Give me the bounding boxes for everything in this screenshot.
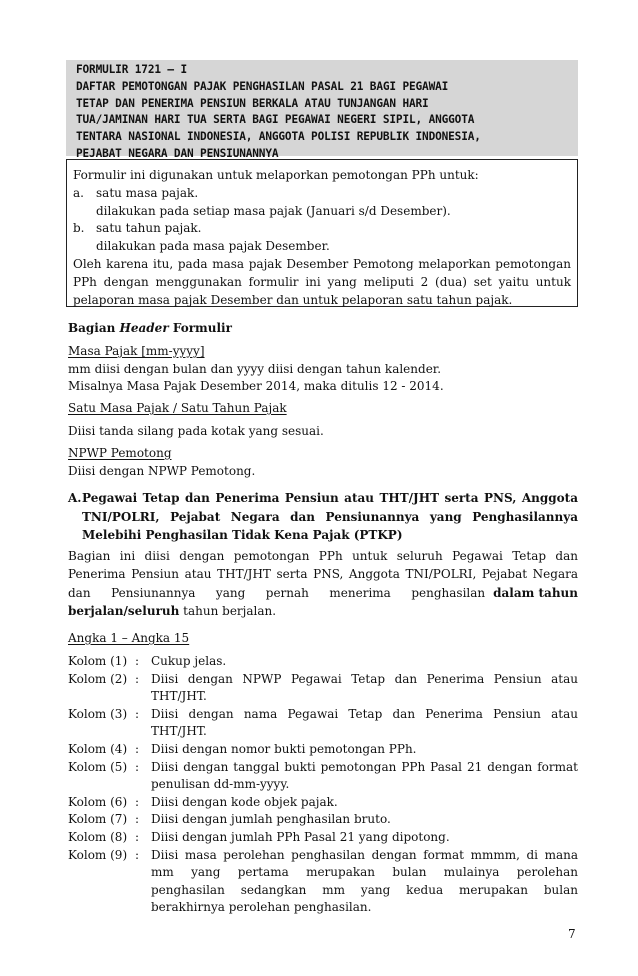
form-title-line: PEJABAT NEGARA DAN PENSIUNANNYA	[76, 146, 279, 160]
paragraph-line	[68, 584, 578, 602]
masa-pajak-line: Misalnya Masa Pajak Desember 2014, maka ditulis 12 - 2014.	[68, 379, 444, 393]
kolom-description-line: penghasilan sedangkan mm yang kedua merupakan bulan	[151, 882, 578, 897]
kolom-separator: :	[135, 671, 140, 686]
heading-text: Bagian	[68, 321, 120, 335]
paragraph-text: dan Pensiunannya yang pernah menerima penghasilan	[68, 585, 486, 600]
heading-italic-text: Header	[119, 321, 169, 335]
section-a-heading-line: TNI/POLRI, Pejabat Negara dan Pensiunannya yang Penghasilannya	[82, 509, 578, 524]
paragraph-line: Penerima Pensiun atau THT/JHT serta PNS, Anggota TNI/POLRI, Pejabat Negara	[68, 567, 578, 582]
info-item-a	[73, 185, 571, 203]
kolom-list	[68, 653, 578, 917]
kolom-label: Kolom (2)	[68, 671, 128, 686]
kolom-row	[68, 759, 578, 794]
kolom-separator: :	[135, 794, 140, 809]
kolom-row	[68, 847, 578, 917]
kolom-row	[68, 741, 578, 759]
kolom-separator: :	[135, 706, 140, 721]
kolom-separator: :	[135, 829, 140, 844]
heading-text: Formulir	[168, 321, 232, 335]
page-number: 7	[568, 927, 576, 941]
kolom-separator: :	[135, 847, 140, 862]
info-item-label: b.	[73, 221, 85, 236]
kolom-description-line: penulisan dd-mm-yyyy.	[151, 777, 290, 792]
form-title-line: DAFTAR PEMOTONGAN PAJAK PENGHASILAN PASAL 21 BAGI PEGAWAI	[76, 79, 449, 93]
kolom-description	[151, 741, 578, 759]
npwp-line: Diisi dengan NPWP Pemotong.	[68, 463, 256, 478]
form-title-line: TENTARA NASIONAL INDONESIA, ANGGOTA POLISI REPUBLIK INDONESIA,	[76, 130, 481, 144]
info-item-text: satu masa pajak.	[96, 185, 199, 200]
kolom-label: Kolom (7)	[68, 812, 128, 827]
form-title-line: FORMULIR 1721 – I	[76, 63, 187, 76]
kolom-row	[68, 671, 578, 706]
paragraph-text: tahun berjalan.	[179, 603, 277, 618]
kolom-label: Kolom (8)	[68, 829, 128, 844]
kolom-description-line: Diisi dengan nama Pegawai Tetap dan Penerima Pensiun atau	[151, 706, 578, 721]
kolom-description-line: Diisi dengan nomor bukti pemotongan PPh.	[151, 741, 417, 756]
paragraph-line: Bagian ini diisi dengan pemotongan PPh untuk seluruh Pegawai Tetap dan	[68, 549, 578, 563]
kolom-description	[151, 706, 578, 741]
kolom-description	[151, 671, 578, 706]
info-item-label: a.	[73, 185, 84, 200]
satu-masa-title: Satu Masa Pajak / Satu Tahun Pajak	[68, 401, 287, 415]
kolom-description-line: mm yang pertama merupakan bulan mulainya perolehan	[151, 865, 578, 880]
kolom-label: Kolom (3)	[68, 706, 128, 721]
section-a-paragraph	[68, 547, 578, 620]
section-a-heading	[68, 489, 578, 545]
info-closing-line: PPh dengan menggunakan formulir ini yang meliputi 2 (dua) set yaitu untuk	[73, 274, 571, 289]
kolom-description	[151, 653, 578, 671]
info-closing-line: Oleh karena itu, pada masa pajak Desember Pemotong melaporkan pemotongan	[73, 256, 571, 271]
kolom-row	[68, 829, 578, 847]
form-title-box	[66, 60, 578, 160]
npwp-title: NPWP Pemotong	[68, 446, 172, 460]
kolom-row	[68, 653, 578, 671]
section-a-heading-line: Melebihi Penghasilan Tidak Kena Pajak (PTKP)	[82, 528, 403, 542]
kolom-separator: :	[135, 654, 140, 668]
angka-title: Angka 1 – Angka 15	[68, 631, 190, 645]
masa-pajak-line: mm diisi dengan bulan dan yyyy diisi dengan tahun kalender.	[68, 361, 442, 376]
kolom-description-line: Diisi dengan jumlah PPh Pasal 21 yang dipotong.	[151, 829, 450, 844]
masa-pajak-title: Masa Pajak [mm-yyyy]	[68, 344, 205, 358]
satu-masa-desc: Diisi tanda silang pada kotak yang sesuai.	[68, 424, 324, 438]
paragraph-bold-text: berjalan/seluruh	[68, 603, 180, 618]
kolom-separator: :	[135, 812, 140, 827]
kolom-description-line: Diisi dengan tanggal bukti pemotongan PPh Pasal 21 dengan format	[151, 759, 578, 774]
info-intro: Formulir ini digunakan untuk melaporkan pemotongan PPh untuk:	[73, 168, 479, 182]
kolom-row	[68, 706, 578, 741]
kolom-label: Kolom (9)	[68, 847, 128, 862]
kolom-description-line: Diisi masa perolehan penghasilan dengan format mmmm, di mana	[151, 847, 578, 862]
masa-pajak-block	[68, 343, 444, 396]
kolom-description	[151, 847, 578, 917]
kolom-description	[151, 759, 578, 794]
kolom-description-line: Diisi dengan jumlah penghasilan bruto.	[151, 812, 391, 827]
kolom-description	[151, 794, 578, 812]
kolom-description-line: berakhirnya perolehan penghasilan.	[151, 900, 372, 915]
npwp-block	[68, 445, 255, 480]
kolom-description-line: Diisi dengan kode objek pajak.	[151, 794, 338, 809]
info-item-sub: dilakukan pada masa pajak Desember.	[96, 239, 330, 254]
kolom-label: Kolom (6)	[68, 794, 128, 809]
satu-masa-block	[68, 400, 287, 418]
kolom-row	[68, 811, 578, 829]
kolom-label: Kolom (1)	[68, 654, 128, 668]
kolom-description-line: THT/JHT.	[151, 689, 207, 704]
kolom-description	[151, 811, 578, 829]
paragraph-line	[68, 602, 578, 620]
info-item-b	[73, 220, 571, 238]
kolom-description-line: Diisi dengan NPWP Pegawai Tetap dan Penerima Pensiun atau	[151, 671, 578, 686]
paragraph-bold-text: dalam tahun	[493, 585, 578, 600]
kolom-row	[68, 794, 578, 812]
kolom-description	[151, 829, 578, 847]
kolom-separator: :	[135, 759, 140, 774]
kolom-description-line: THT/JHT.	[151, 724, 207, 739]
header-section-heading	[68, 320, 232, 338]
kolom-label: Kolom (4)	[68, 741, 128, 756]
info-item-sub: dilakukan pada setiap masa pajak (Januari s/d Desember).	[96, 203, 451, 218]
section-a-heading-line: Pegawai Tetap dan Penerima Pensiun atau THT/JHT serta PNS, Anggota	[82, 491, 578, 505]
kolom-label: Kolom (5)	[68, 759, 128, 774]
form-title-line: TETAP DAN PENERIMA PENSIUN BERKALA ATAU TUNJANGAN HARI	[76, 96, 429, 110]
kolom-separator: :	[135, 741, 140, 756]
info-closing-line: pelaporan masa pajak Desember dan untuk pelaporan satu tahun pajak.	[73, 292, 513, 307]
form-title-line: TUA/JAMINAN HARI TUA SERTA BAGI PEGAWAI NEGERI SIPIL, ANGGOTA	[76, 113, 475, 127]
usage-info-box	[66, 159, 578, 307]
kolom-description-line: Cukup jelas.	[151, 654, 227, 668]
info-item-text: satu tahun pajak.	[96, 221, 202, 236]
section-a-label: A.	[68, 491, 82, 505]
